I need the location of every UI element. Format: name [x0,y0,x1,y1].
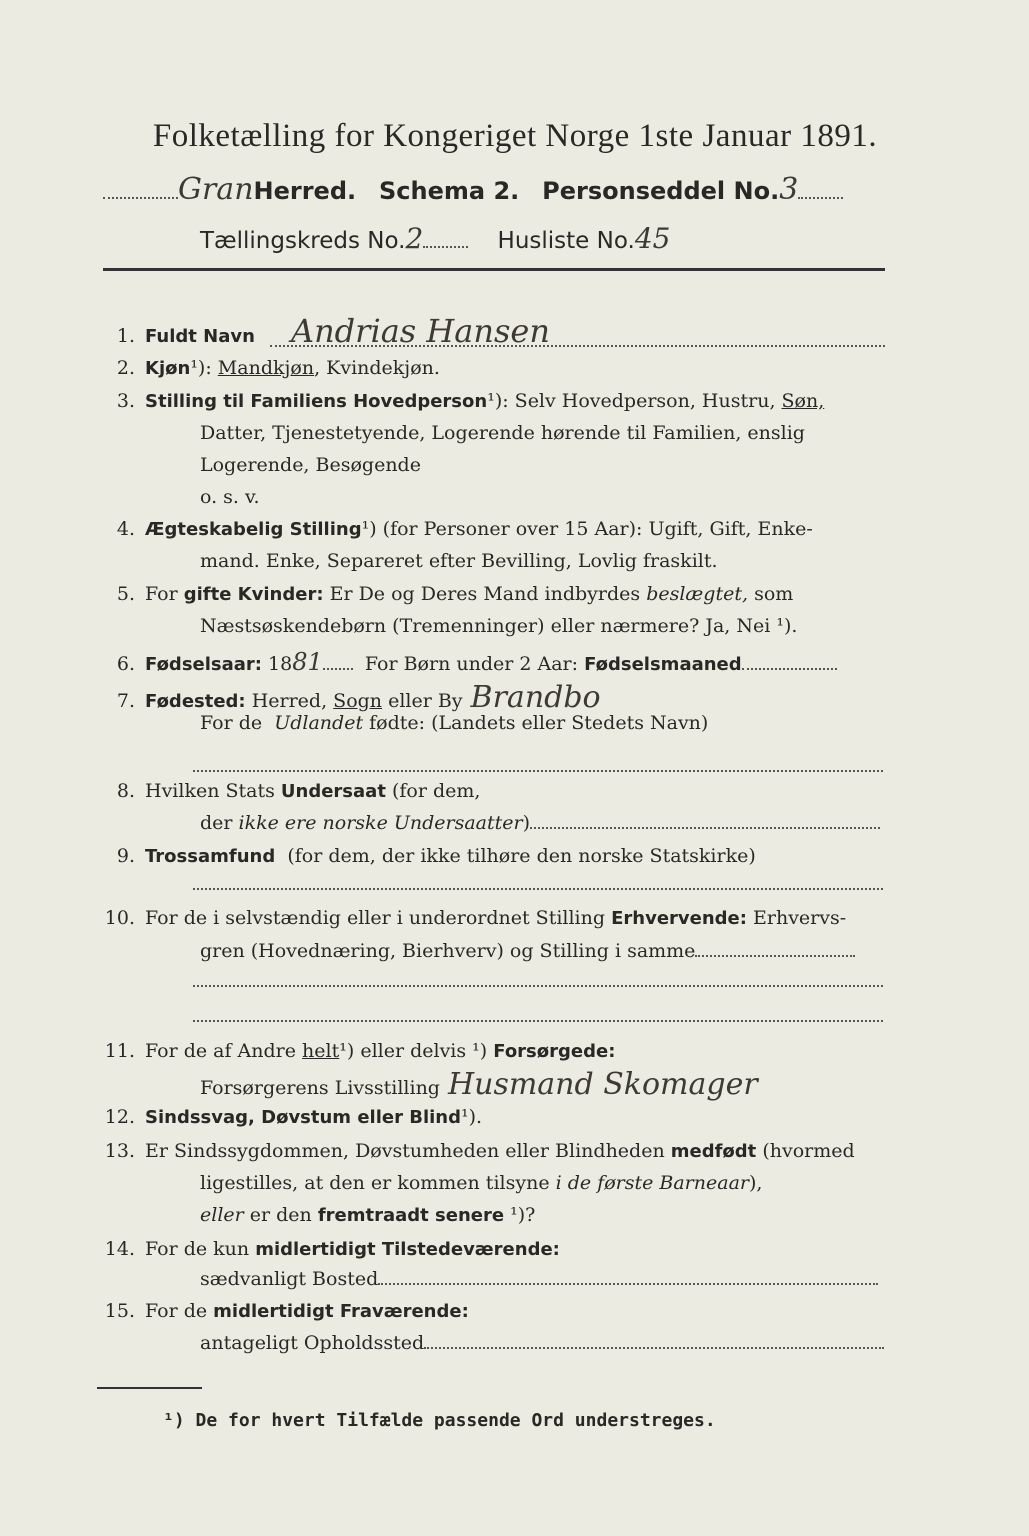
item-label: Erhvervende: [611,908,747,929]
item-4-line-2: mand. Enke, Separeret efter Bevilling, Lovlig fraskilt. [200,550,718,572]
item-label: Trossamfund [145,846,276,867]
item-text: som [754,583,794,605]
item-text: For de [145,1300,208,1322]
item-number: 11. [104,1040,135,1062]
item-7-line-2 [200,712,708,734]
herred-dots [103,196,178,199]
occupation-dots-2 [193,985,883,987]
item-3-line-3: Logerende, Besøgende [200,454,421,476]
item-5 [95,583,793,605]
item-8 [95,780,480,802]
residence-dots [378,1282,878,1285]
husliste-label: Husliste No. [497,228,635,254]
item-label: gifte Kvinder: [183,584,324,605]
schema-label: Schema 2. [379,177,520,205]
option-son: Søn, [781,390,825,412]
birthplace-handwritten: Brandbo [470,680,601,715]
item-label: Ægteskabelig Stilling [145,519,362,540]
faith-dots [193,888,883,890]
item-5-line-2: Næstsøskendebørn (Tremenninger) eller nærmere? Ja, Nei ¹). [200,615,798,637]
item-number: 5. [116,583,135,605]
personseddel-label: Personseddel No. [542,177,780,205]
item-text: Herred, [251,690,328,712]
item-11-line-2 [200,1067,758,1102]
item-number: 3. [116,390,135,412]
item-label: midlertidigt Tilstedeværende: [255,1239,560,1260]
item-text: For de kun [145,1238,250,1260]
item-text: ¹) (for Personer over 15 Aar): Ugift, Gift, Enke- [361,518,813,540]
stay-dots [424,1346,884,1349]
item-label: Fødselsmaaned [584,654,742,675]
husliste-handwritten: 45 [634,222,671,255]
item-text: der [200,812,233,834]
item-label: Undersaat [280,781,386,802]
item-text: Er De og Deres Mand indbyrdes [329,583,641,605]
item-number: 14. [104,1238,135,1260]
item-label: Fødselsaar: [145,654,262,675]
item-label: Forsørgede: [493,1041,616,1062]
item-text: ), [749,1172,763,1194]
item-15-line-2 [200,1332,884,1354]
item-label: Fuldt Navn [145,326,255,347]
item-label: Stilling til Familiens Hovedperson [145,391,488,412]
item-text: ¹) eller delvis ¹) [339,1040,488,1062]
option-sogn: Sogn [333,690,383,712]
item-14 [95,1238,560,1260]
item-number: 6. [116,653,135,675]
occupation-dots [695,954,855,957]
item-text: (hvormed [762,1140,855,1162]
item-text: ¹): [190,357,218,379]
item-number: 1. [116,325,135,347]
item-3-line-4: o. s. v. [200,486,260,508]
herred-line [103,172,843,207]
item-number: 4. [116,518,135,540]
item-number: 2. [116,357,135,379]
item-text: For Børn under 2 Aar: [364,653,579,675]
header-rule [103,268,885,271]
name-handwritten: Andrias Hansen [290,312,550,350]
item-13-line-3 [200,1204,535,1226]
item-13 [95,1140,855,1162]
item-13-line-2 [200,1172,762,1194]
item-text: For [145,583,178,605]
item-label: medfødt [670,1141,757,1162]
item-text: ligestilles, at den er kommen tilsyne [200,1172,550,1194]
item-text: sædvanligt Bosted [200,1268,379,1290]
item-4 [95,518,813,540]
kreds-line [200,222,670,255]
item-10 [95,907,846,929]
item-text: For de i selvstændig eller i underordnet Stilling [145,907,606,929]
item-text: ¹)? [510,1204,536,1226]
footnote-rule [97,1387,202,1389]
item-9 [95,845,756,867]
year-handwritten: 81 [292,648,323,676]
item-text: Erhvervs- [753,907,847,929]
item-number: 10. [104,907,135,929]
item-3 [95,390,824,412]
item-number: 9. [116,845,135,867]
form-title: Folketælling for Kongeriget Norge 1ste Januar 1891. [152,118,878,154]
item-text: antageligt Opholdssted [200,1332,425,1354]
herred-label: Herred. [253,177,357,205]
item-15 [95,1300,469,1322]
item-italic: beslægtet, [646,583,749,605]
item-text: Forsørgerens Livsstilling [200,1077,440,1099]
item-label: Kjøn [145,358,191,379]
option-helt: helt [302,1040,340,1062]
item-label: midlertidigt Fraværende: [213,1301,469,1322]
item-number: 7. [116,690,135,712]
item-italic: i de første Barneaar [555,1172,749,1194]
item-12 [95,1106,482,1128]
herred-handwritten: Gran [178,172,254,207]
item-label: Sindssvag, Døvstum eller Blind [145,1107,461,1128]
footnote: ¹) De for hvert Tilfælde passende Ord understreges. [163,1410,716,1431]
item-italic: ikke ere norske Undersaatter [238,812,523,834]
item-number: 15. [104,1300,135,1322]
item-text: eller By [388,690,463,712]
item-number: 12. [104,1106,135,1128]
item-text: For de [200,712,263,734]
item-text: er den [249,1204,312,1226]
item-text: For de af Andre [145,1040,296,1062]
option-mandkjon: Mandkjøn [217,357,315,379]
provider-handwritten: Husmand Skomager [447,1067,758,1102]
item-3-line-2: Datter, Tjenestetyende, Logerende hørende til Familien, enslig [200,422,805,444]
item-italic: eller [200,1204,244,1226]
personseddel-handwritten: 3 [779,172,799,207]
item-text: Er Sindssygdommen, Døvstumheden eller Blindheden [145,1140,665,1162]
item-text: , Kvindekjøn. [314,357,440,379]
occupation-dots-3 [193,1020,883,1022]
year-dots [323,667,353,670]
item-14-line-2 [200,1268,878,1290]
item-label: Fødested: [145,691,246,712]
item-label: fremtraadt senere [317,1205,505,1226]
item-text: (for dem, der ikke tilhøre den norske Statskirke) [287,845,756,867]
kreds-label: Tællingskreds No. [200,228,406,254]
item-text: gren (Hovednæring, Bierhverv) og Stilling i samme [200,940,696,962]
item-text: ¹). [460,1106,483,1128]
kreds-dots [423,245,468,248]
personseddel-dots [798,196,843,199]
item-11 [95,1040,615,1062]
item-7 [95,680,601,715]
item-text: fødte: (Landets eller Stedets Navn) [369,712,709,734]
item-text: ) [522,812,531,834]
item-10-line-2 [200,940,855,962]
item-2 [95,357,440,379]
month-dots [742,667,837,670]
subject-dots [530,826,880,829]
item-text: Hvilken Stats [145,780,275,802]
item-text: ¹): Selv Hovedperson, Hustru, [487,390,776,412]
item-6 [95,648,837,676]
kreds-handwritten: 2 [405,222,424,255]
birthplace-dots [193,770,883,772]
item-8-line-2 [200,812,880,834]
item-number: 8. [116,780,135,802]
item-text: (for dem, [391,780,481,802]
item-italic: Udlandet [274,712,364,734]
name-dots [270,345,885,347]
year-prefix: 18 [268,653,293,675]
item-number: 13. [104,1140,135,1162]
